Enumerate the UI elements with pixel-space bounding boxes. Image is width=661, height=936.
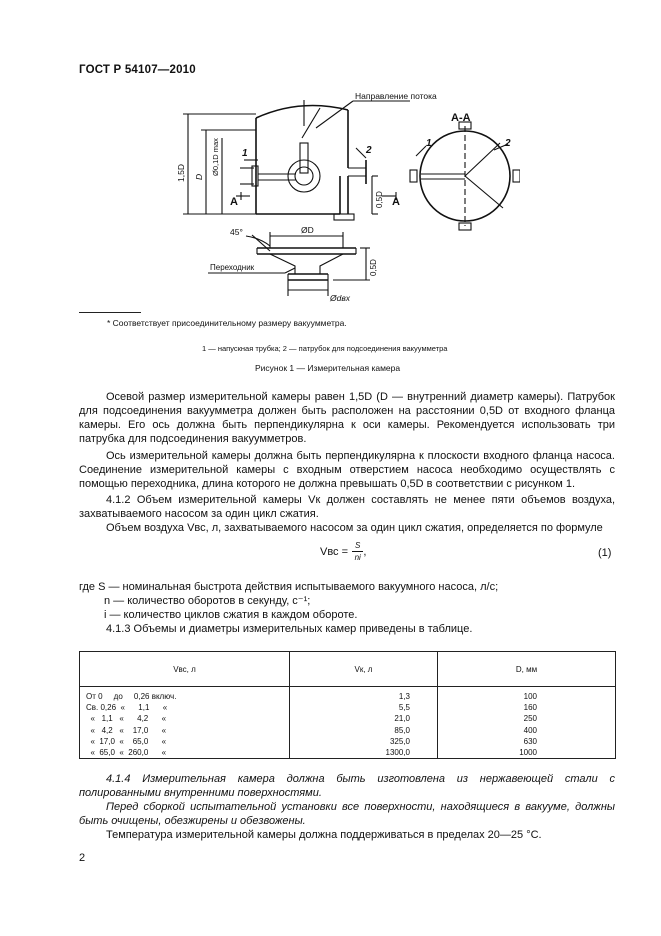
table-cell: 1300,0: [385, 748, 410, 758]
column-v-vs: [80, 687, 290, 759]
footnote-separator: [79, 312, 141, 313]
column-d: [438, 687, 616, 759]
formula-number: (1): [598, 547, 612, 559]
formula-tail: ,: [363, 545, 367, 558]
paragraph-cleaning: Перед сборкой испытательной установки все поверхности, находящиеся в вакууме, должны быть очищены, обезжирены и обезвожены.: [79, 801, 615, 827]
table-cell: « 4,2 « 17,0 «: [86, 725, 167, 735]
table-cell: 85,0: [394, 725, 410, 735]
figure-caption: Рисунок 1 — Измерительная камера: [255, 363, 401, 373]
dim-0-5d-adapter: 0,5D: [369, 259, 378, 276]
formula-1: [320, 541, 366, 562]
table-cell: От 0 до 0,26 включ.: [86, 692, 177, 701]
dim-0-5d-right: 0,5D: [375, 191, 384, 208]
table-cell: 1,3: [398, 692, 410, 701]
paragraph-temperature: Температура измерительной камеры должна поддерживаться в пределах 20—25 °С.: [106, 829, 542, 841]
label-adapter: Переходник: [210, 263, 255, 272]
formula-lhs: Vвс =: [320, 545, 349, 558]
header-d: D, мм: [438, 652, 616, 687]
table-cell: « 65,0 « 260,0 «: [86, 748, 167, 758]
paragraph-chamber-axis: Ось измерительной камеры должна быть перпендикулярна к плоскости входного фланца насоса. Соединение измерительной камеры с входным отверстием насоса необходимо осуществлять с помощью переходника, длина которого не должна превышать 0,5D в соответствии с рисунком 1.: [79, 450, 615, 490]
header-v-vs: Vвс, л: [80, 652, 290, 687]
table-cell: Св. 0,26 « 1,1 «: [86, 703, 168, 713]
table-cell: 630: [523, 736, 537, 746]
formula-numerator: S: [352, 541, 363, 552]
label-section-title: А-А: [451, 112, 471, 124]
callout-1-left: 1: [242, 148, 248, 159]
where-s: где S — номинальная быстрота действия испытываемого вакуумного насоса, л/с;: [79, 581, 499, 593]
callout-2-right: 2: [505, 138, 511, 149]
paragraph-4-1-4: 4.1.4 Измерительная камера должна быть изготовлена из нержавеющей стали с полированными внутренними поверхностями.: [79, 773, 615, 799]
formula-denominator: ni: [354, 553, 361, 562]
section-mark-left: А: [230, 196, 238, 208]
table-cell: 325,0: [389, 736, 410, 746]
dim-phi-d: ØD: [301, 225, 314, 235]
table-cell: 400: [523, 725, 537, 735]
dim-phi-d-inlet: Ødвх: [330, 293, 351, 303]
paragraph-4-1-2: 4.1.2 Объем измерительной камеры Vк должен составлять не менее пяти объемов воздуха, захватываемого насосом за один цикл сжатия.: [79, 494, 615, 520]
table-cell: 21,0: [394, 714, 410, 724]
paragraph-air-volume: Объем воздуха Vвс, л, захватываемого насосом за один цикл сжатия, определяется по формуле: [106, 522, 603, 534]
table-cell: 250: [523, 714, 537, 724]
section-mark-right: А: [392, 196, 400, 208]
table-cell: « 17,0 « 65,0 «: [86, 736, 167, 746]
where-n: n — количество оборотов в секунду, с⁻¹;: [104, 595, 311, 607]
angle-45: 45°: [230, 227, 243, 237]
figure-measuring-chamber: [170, 88, 520, 310]
callout-2-left: 2: [366, 145, 372, 156]
header-v-k: Vк, л: [290, 652, 438, 687]
where-i: i — количество циклов сжатия в каждом обороте.: [104, 609, 358, 621]
table-cell: « 1,1 « 4,2 «: [86, 714, 167, 724]
dim-1-5d: 1,5D: [176, 164, 186, 182]
table-cell: 160: [523, 703, 537, 713]
page-number: 2: [79, 852, 86, 864]
table-cell: 5,5: [398, 703, 410, 713]
dim-0-1d-max: Ø0,1D max: [211, 138, 220, 176]
figure-legend: 1 — напускная трубка; 2 — патрубок для подсоединения вакуумметра: [202, 344, 448, 353]
document-header: ГОСТ Р 54107—2010: [79, 64, 196, 76]
label-flow-direction: Направление потока: [355, 91, 437, 101]
footnote: * Соответствует присоединительному размеру вакуумметра.: [107, 318, 347, 328]
table-cell: 100: [523, 692, 537, 701]
column-v-k: [290, 687, 438, 759]
paragraph-4-1-3: 4.1.3 Объемы и диаметры измерительных камер приведены в таблице.: [106, 623, 473, 635]
paragraph-axial-size: Осевой размер измерительной камеры равен 1,5D (D — внутренний диаметр камеры). Патрубок для подсоединения вакуумметра должен быть расположен на расстоянии 0,5D от входного фланца камеры. Его ось должна быть перпендикулярна к оси камеры. Рекомендуется использовать три патрубка для подсоединения вакуумметров.: [79, 391, 615, 445]
callout-1-right: 1: [426, 138, 432, 149]
dim-d: D: [194, 173, 204, 180]
formula-fraction: [352, 541, 363, 562]
table-cell: 1000: [519, 748, 537, 758]
chamber-table: [79, 651, 616, 759]
